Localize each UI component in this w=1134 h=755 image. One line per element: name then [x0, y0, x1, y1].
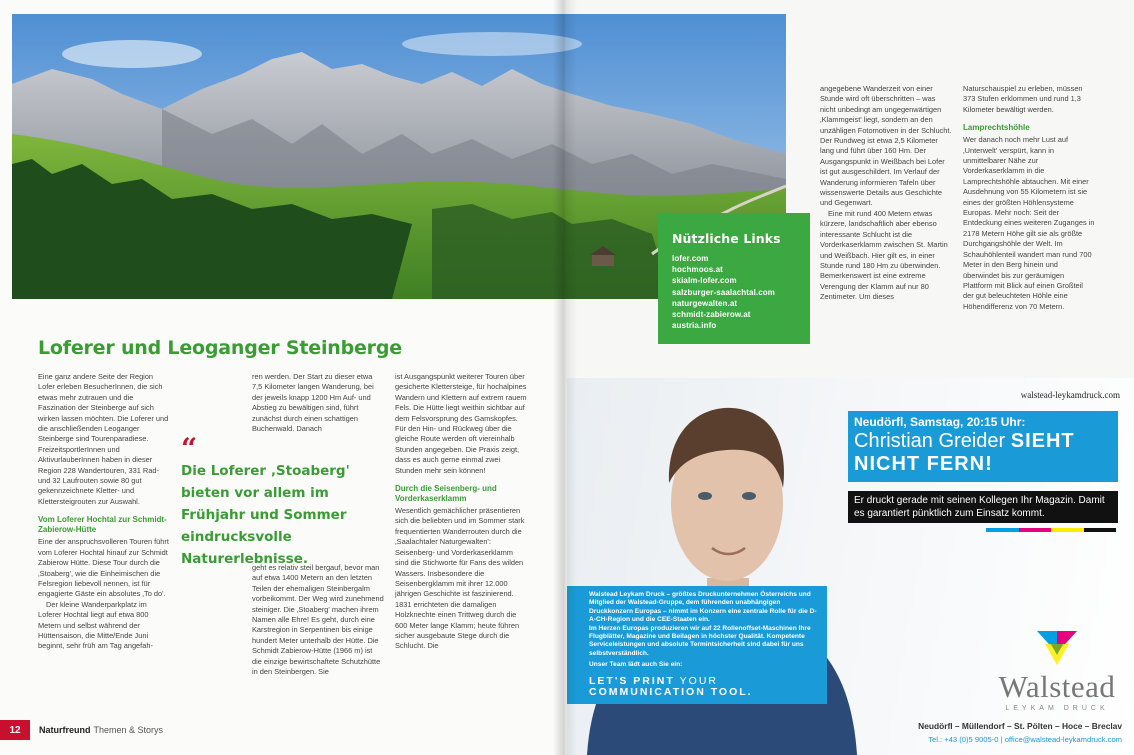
- magazine-name: Naturfreund: [39, 725, 91, 735]
- article-column-3: [395, 372, 527, 652]
- cyan-swatch: [986, 528, 1019, 532]
- ad-body-2: Im Herzen Europas produzieren wir auf 22 Rollenoffset-Maschinen Ihre Flugblätter, Magazine und Beilagen in höchster Qualität. Kompetente Serviceleistungen und absolute Termintsicherheit sind dabei für uns selbstverständlich.: [589, 624, 811, 657]
- walstead-logo-icon: [1037, 631, 1077, 665]
- cmyk-bar: [986, 528, 1116, 532]
- quote-mark-icon: “: [181, 432, 198, 465]
- ad-locations: Neudörfl – Müllendorf – St. Pölten – Hoce – Breclav: [918, 721, 1122, 731]
- useful-links-title: Nützliche Links: [672, 231, 781, 246]
- article-column-1: [38, 372, 170, 652]
- link-item[interactable]: hochmoos.at: [672, 265, 723, 275]
- paragraph: angegebene Wanderzeit von einer Stunde wird oft überschritten – was nicht unbedingt am ungegenwärtigen ‚Klammgeist' liegt, sondern an den unzähligen Fotomotiven in der Schlucht. Der Rundweg ist etwa 2,5 Kilometer lang und führt über 160 Hm. Der Ausgangspunkt in Weißbach bei Lofer ist gut ausgeschildert. Im Verlauf der Wanderung informieren Tafeln über wissenswerte Details aus Geschichte und Gegenwart.: [820, 84, 952, 208]
- magenta-swatch: [1019, 528, 1052, 532]
- ad-slogan: [589, 676, 817, 698]
- ad-subline: Er druckt gerade mit seinen Kollegen Ihr Magazin. Damit es garantiert pünktlich zum Einsatz kommt.: [848, 491, 1118, 523]
- ad-slogan-light: YOUR: [679, 674, 719, 687]
- ad-headline-box: [848, 411, 1118, 482]
- page-gutter: [553, 0, 577, 755]
- paragraph: Eine mit rund 400 Metern etwas kürzere, landschaftlich aber ebenso interessante Schlucht ist die Vorderkaserklamm zwischen St. Martin und Weißbach. Hier gilt es, in einer Stunde rund 180 Hm zu überwinden. Bemerkenswert ist eine extreme Verengung der Klamm auf nur 80 Zentimeter. Um dieses: [820, 208, 948, 302]
- ad-slogan-line2: COMMUNICATION TOOL.: [589, 685, 753, 698]
- article-column-5: [963, 84, 1095, 312]
- page-footer: [0, 720, 163, 740]
- paragraph: Eine der anspruchsvolleren Touren führt vom Loferer Hochtal hinauf zur Schmidt Zabierow Hütte. Diese Tour durch die ‚Stoaberg', wie die Einheimischen die Felsregion liebevoll nennen, ist für engagierte Gäste ein absolutes ‚To do'.: [38, 537, 169, 599]
- ad-contact[interactable]: Tel.: +43 (0)5 9005-0 | office@walstead-leykamdruck.com: [928, 735, 1122, 744]
- walstead-logo: [987, 631, 1127, 712]
- pull-quote: [181, 432, 391, 570]
- paragraph: Wer danach noch mehr Lust auf ‚Unterwelt' verspürt, kann in unmittelbarer Nähe zur Vorderkaserklamm in die Lamprechtshöhle abtauchen. Mit einer Ausdehnung von 55 Kilometern ist sie eines der größten Höhlensysteme Europas. Mehr noch: Seit der Entdeckung eines weiteren Zuganges in 2178 Metern Höhe gilt sie als größte Durchgangshöhle der Welt. Im Schauhöhlenteil wandert man rund 700 Meter in den Berg hinein und überwindet bis zur geräumigen Plattform mit Blick auf einen Großteil der gut beleuchteten Höhle eine Höhendifferenz von 70 Metern.: [963, 135, 1095, 311]
- useful-links-box: [658, 213, 810, 344]
- walstead-advertisement: [567, 378, 1134, 755]
- paragraph: Wesentlich gemächlicher präsentieren sich die beliebten und im Sommer stark frequentierten Wanderrouten durch die ‚Saalachtaler Naturgewalten': Seisenberg- und Vorderkaserklamm sind die Stichworte für Fans des wilden Wassers. Insbesondere die Seisenbergklamm mit ihrer 12.000 jährigen Geschichte ist faszinierend. 1831 errichteten die damaligen Holzknechte einen Trittweg durch die 600 Meter lange Klamm; heute führen sicher ausgebaute Stege durch die Schlucht. Die: [395, 506, 525, 651]
- section-name: Themen & Storys: [93, 725, 164, 735]
- link-item[interactable]: naturgewalten.at: [672, 298, 738, 308]
- link-item[interactable]: skialm-lofer.com: [672, 276, 737, 286]
- paragraph: Der kleine Wanderparkplatz im Loferer Hochtal liegt auf etwa 800 Metern und selbst während der Hüttensaison, die Mitte/Ende Juni beginnt, sehr früh am Tag angefah-: [38, 599, 153, 651]
- ad-team-line: Unser Team lädt auch Sie ein:: [589, 661, 683, 669]
- link-item[interactable]: austria.info: [672, 321, 717, 331]
- black-swatch: [1084, 528, 1117, 532]
- ad-headline-name: Christian Greider: [854, 430, 1006, 452]
- subheading: Vom Loferer Hochtal zur Schmidt-Zabierow-Hütte: [38, 515, 167, 535]
- link-item[interactable]: schmidt-zabierow.at: [672, 310, 751, 320]
- logo-subtitle: LEYKAM DRUCK: [1005, 705, 1109, 712]
- article-title: Loferer und Leoganger Steinberge: [38, 337, 402, 359]
- paragraph: geht es relativ steil bergauf, bevor man auf etwa 1400 Metern an den letzten Teilen der ehemaligen Steinbergalm vorbeikommt. Der Weg wird zunehmend steiniger. Die ‚Stoaberg' machen ihrem Namen alle Ehre! Es geht, durch eine Karstregion in Serpentinen bis einige hundert Meter unterhalb der Hütte. Die Schmidt Zabierow-Hütte (1966 m) ist die einzige bewirtschaftete Schutzhütte in den Steinbergen. Sie: [252, 563, 384, 677]
- ad-headline-small: Neudörfl, Samstag, 20:15 Uhr:: [854, 415, 1026, 429]
- ad-body-box: [567, 586, 827, 704]
- ad-headline: [854, 430, 1112, 476]
- logo-wordmark: Walstead: [998, 669, 1116, 704]
- yellow-swatch: [1051, 528, 1084, 532]
- ad-body-1: Walstead Leykam Druck – größtes Druckunternehmen Österreichs und Mitglied der Walstead-Gruppe, dem führenden unabhängigen Druckkonzern Europas – nimmt im Konzern eine zentrale Rolle für die D-A-CH-Region und die CEE-Staaten ein.: [589, 591, 817, 624]
- subheading: Durch die Seisenberg- und Vorderkaserklamm: [395, 484, 497, 504]
- paragraph: ist Ausgangspunkt weiterer Touren über gesicherte Klettersteige, für hochalpines Wandern und Klettern auf extrem rauem Fels. Die Hütte liegt weithin sichtbar auf dem Felsvorsprung des Gamskopfes. Für den Hin- und Rückweg über die gleiche Route werden oft viereinhalb Stunden angegeben. Die Praxis zeigt, dass es auch gerne einmal zwei Stunden mehr sein können!: [395, 372, 527, 475]
- subheading: Lamprechtshöhle: [963, 123, 1030, 133]
- ad-slogan-bold: LET'S PRINT: [589, 674, 675, 687]
- article-column-2-top: [252, 372, 384, 434]
- paragraph: ren werden. Der Start zu dieser etwa 7,5 Kilometer langen Wanderung, bei der jeweils knapp 1200 Hm Auf- und Abstieg zu bewältigen sind, führt zunächst durch einen schattigen Buchenwald. Danach: [252, 372, 374, 434]
- link-item[interactable]: lofer.com: [672, 254, 709, 263]
- link-item[interactable]: salzburger-saalachtal.com: [672, 287, 775, 297]
- paragraph: Eine ganz andere Seite der Region Lofer erleben BesucherInnen, die sich etwas mehr zutrauen und die Faszination der Steinberge auf sich wirken lassen möchten. Die Loferer und die anschließenden Leoganger Steinberge sind Tourenparadiese. FreizeitsportlerInnen und AktivurlauberInnen haben in dieser Region 228 Wandertouren, 331 Rad- und 32 Laufrouten sowie 80 gut gekennzeichnete Kletter- und Klettersteigrouten zur Auswahl.: [38, 372, 169, 506]
- article-column-4: [820, 84, 952, 303]
- article-column-2-bottom: [252, 563, 384, 677]
- page-number: 12: [0, 720, 30, 740]
- ad-headline-bold: SIEHT NICHT FERN!: [854, 430, 1075, 475]
- pull-quote-text: Die Loferer ‚Stoaberg' bieten vor allem im Frühjahr und Sommer eindrucksvolle Naturerlebnisse.: [181, 463, 350, 567]
- ad-url[interactable]: walstead-leykamdruck.com: [1020, 390, 1120, 400]
- paragraph: Naturschauspiel zu erleben, müssen 373 Stufen erklommen und rund 1,3 Kilometer bewältigt werden.: [963, 84, 1083, 114]
